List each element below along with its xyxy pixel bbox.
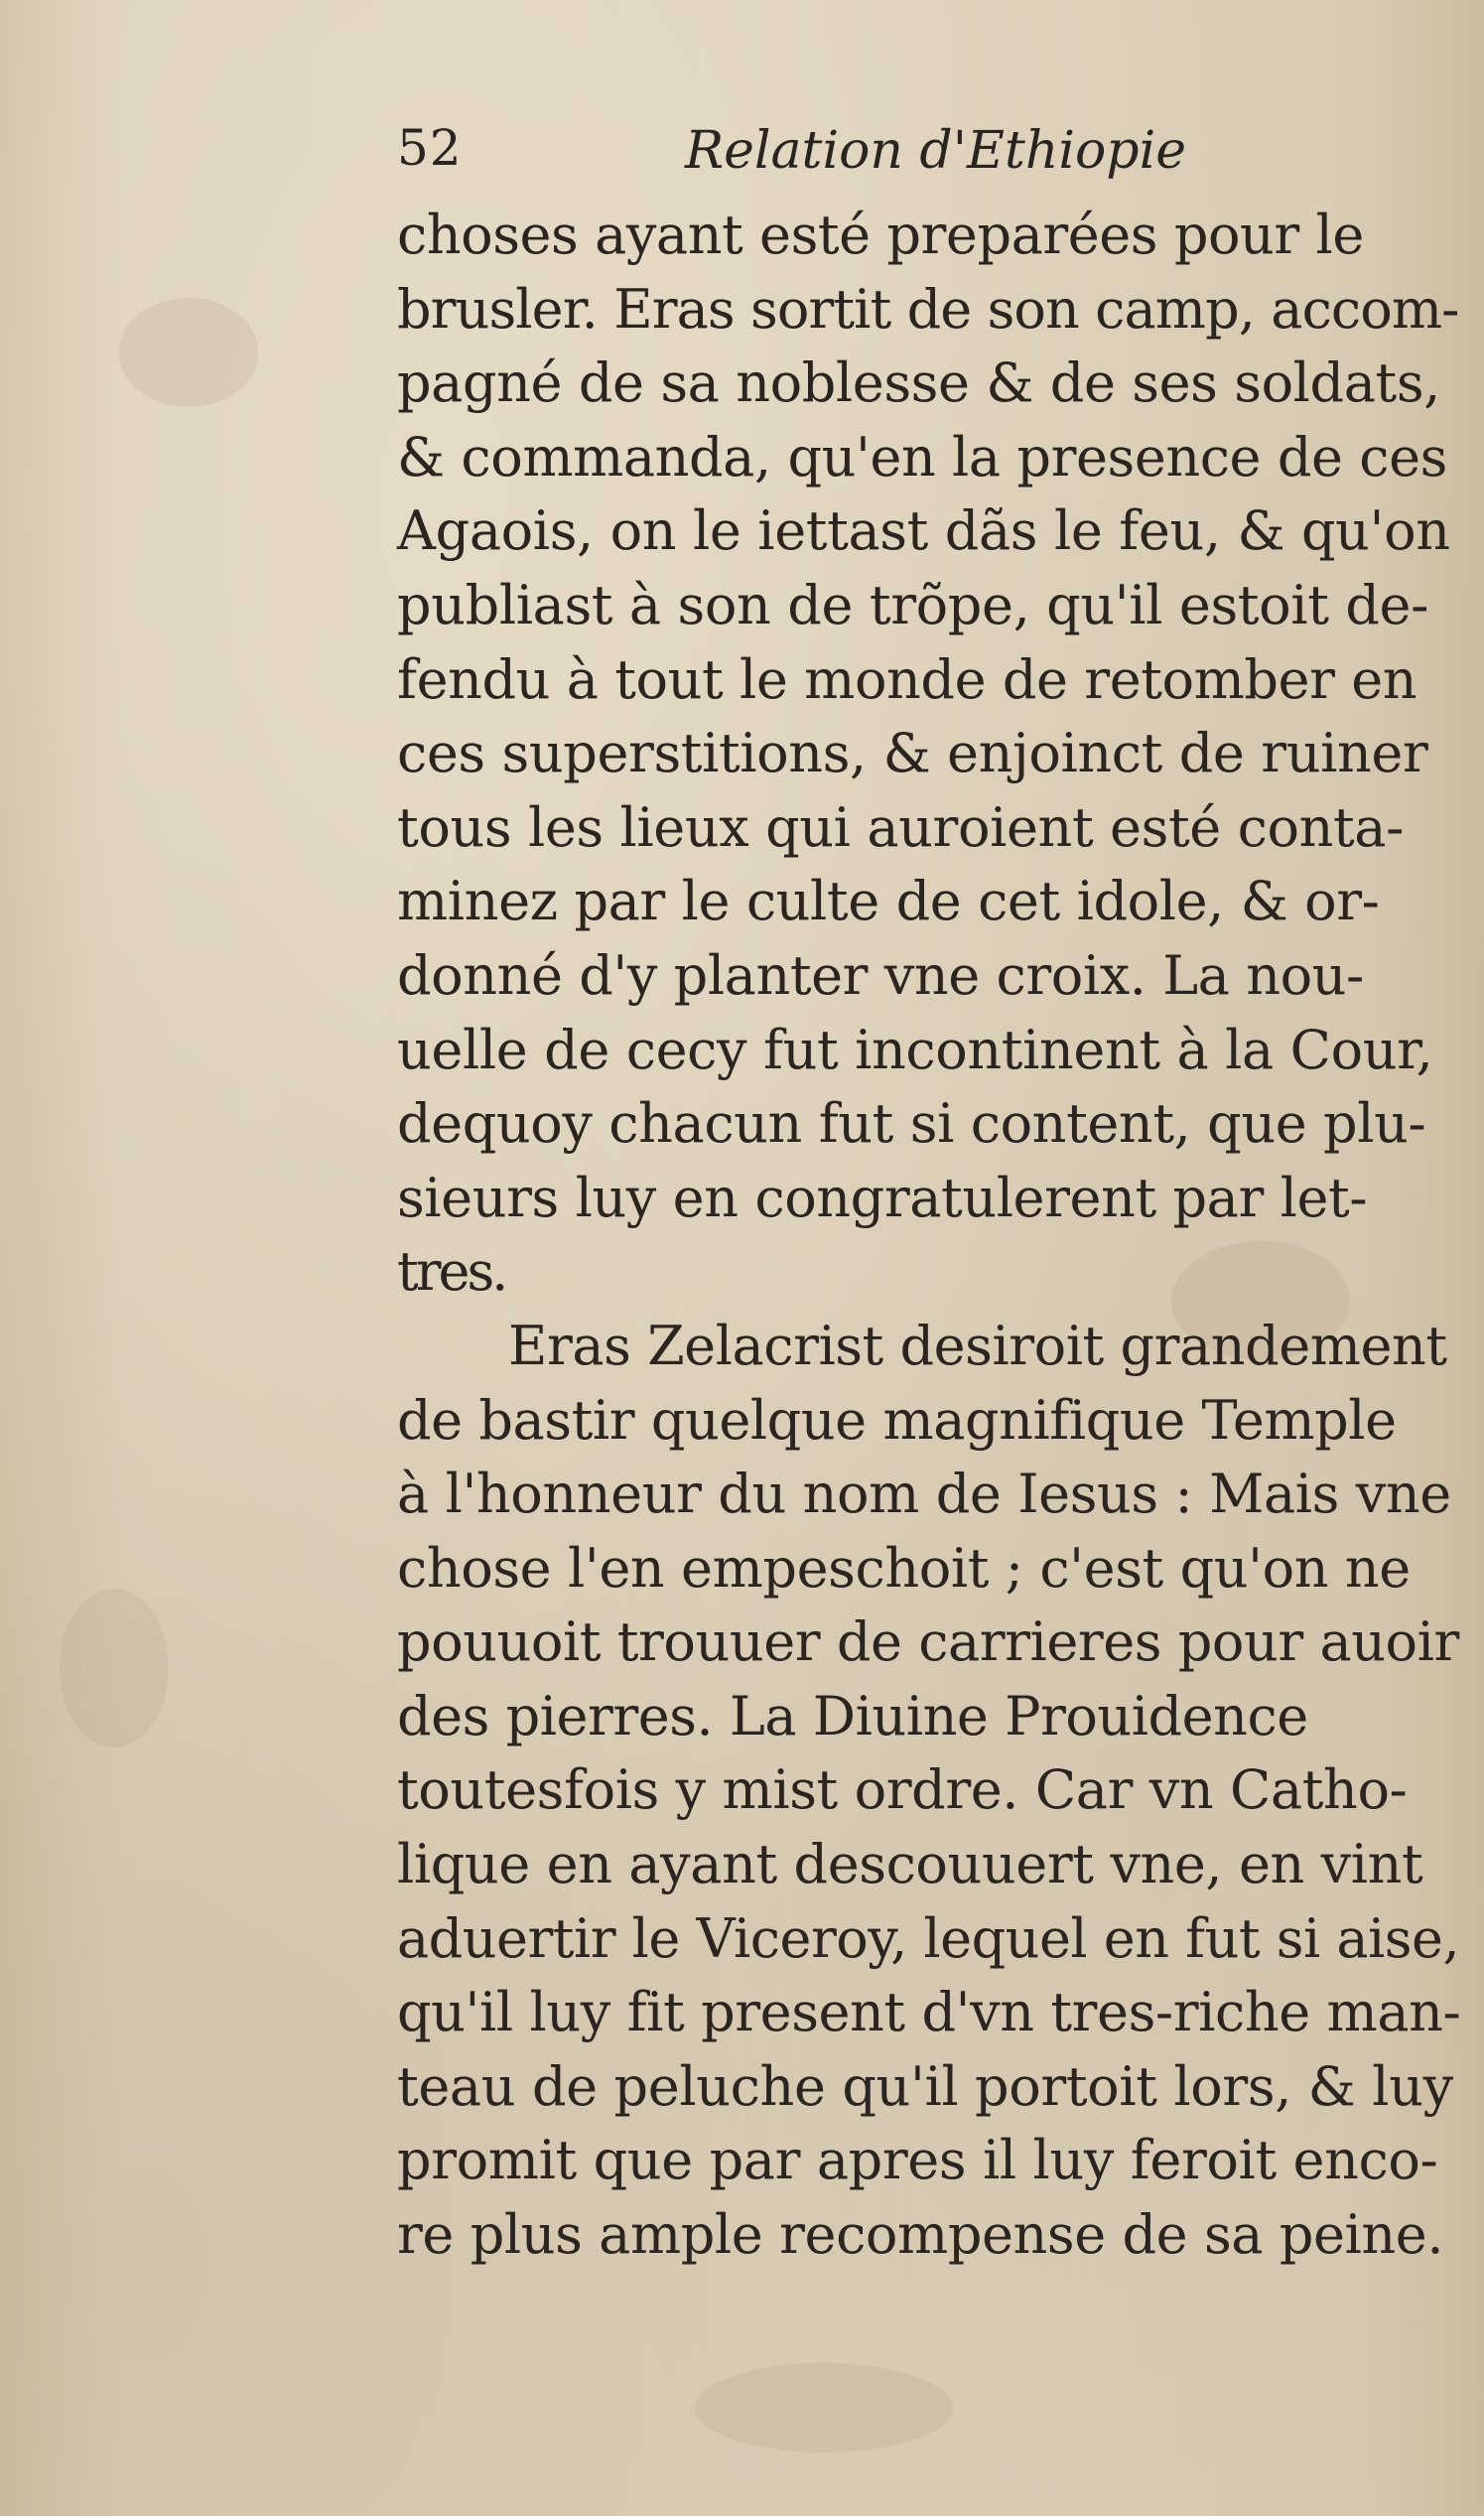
text-line: donné d'y planter vne croix. La nou- <box>397 943 1364 1007</box>
paper-stain <box>60 1589 169 1747</box>
text-line: sieurs luy en congratulerent par let- <box>397 1166 1368 1229</box>
text-line: choses ayant esté preparées pour le <box>397 204 1364 266</box>
text-line: minez par le culte de cet idole, & or- <box>397 870 1380 933</box>
body-text <box>397 199 1474 2273</box>
paragraph-2 <box>397 1310 1474 2273</box>
text-line: lique en ayant descouuert vne, en vint <box>397 1833 1423 1896</box>
text-line: teau de peluche qu'il portoit lors, & luy <box>397 2054 1453 2118</box>
running-head: Relation d'Ethiopie <box>685 121 1186 181</box>
text-line: ces superstitions, & enjoinct de ruiner <box>397 722 1428 785</box>
text-line: pouuoit trouuer de carrieres pour auoir <box>397 1610 1459 1674</box>
text-line: aduertir le Viceroy, lequel en fut si aise, <box>397 1906 1460 1970</box>
text-line: uelle de cecy fut incontinent à la Cour, <box>397 1018 1433 1081</box>
text-line: dequoy chacun fut si content, que plu- <box>397 1092 1426 1156</box>
text-line: pagné de sa noblesse & de ses soldats, <box>397 351 1440 415</box>
paper-stain <box>119 298 258 407</box>
text-line: promit que par apres il luy feroit enco- <box>397 2129 1438 2192</box>
text-line: Eras Zelacrist desiroit grandement <box>508 1314 1447 1377</box>
text-line: brusler. Eras sortit de son camp, accom- <box>397 277 1459 341</box>
text-line: fendu à tout le monde de retomber en <box>397 647 1417 711</box>
text-line: qu'il luy fit present d'vn tres-riche man- <box>397 1981 1461 2044</box>
text-line: & commanda, qu'en la presence de ces <box>397 425 1447 489</box>
text-line: à l'honneur du nom de Iesus : Mais vne <box>397 1463 1451 1526</box>
text-line: des pierres. La Diuine Prouidence <box>397 1684 1308 1747</box>
text-line: re plus ample recompense de sa peine. <box>397 2203 1444 2267</box>
text-line: publiast à son de trõpe, qu'il estoit de- <box>397 573 1429 636</box>
text-line: toutesfois y mist ordre. Car vn Catho- <box>397 1758 1408 1822</box>
paper-stain <box>695 2363 953 2452</box>
text-line: Agaois, on le iettast dãs le feu, & qu'on <box>397 499 1450 563</box>
paragraph-1 <box>397 199 1474 1310</box>
text-line: de bastir quelque magnifique Temple <box>397 1388 1397 1452</box>
text-line: chose l'en empeschoit ; c'est qu'on ne <box>397 1536 1411 1600</box>
page-header <box>397 119 1186 199</box>
text-line: tous les lieux qui auroient esté conta- <box>397 795 1404 859</box>
text-line: tres. <box>397 1240 506 1304</box>
page-number: 52 <box>397 119 463 177</box>
